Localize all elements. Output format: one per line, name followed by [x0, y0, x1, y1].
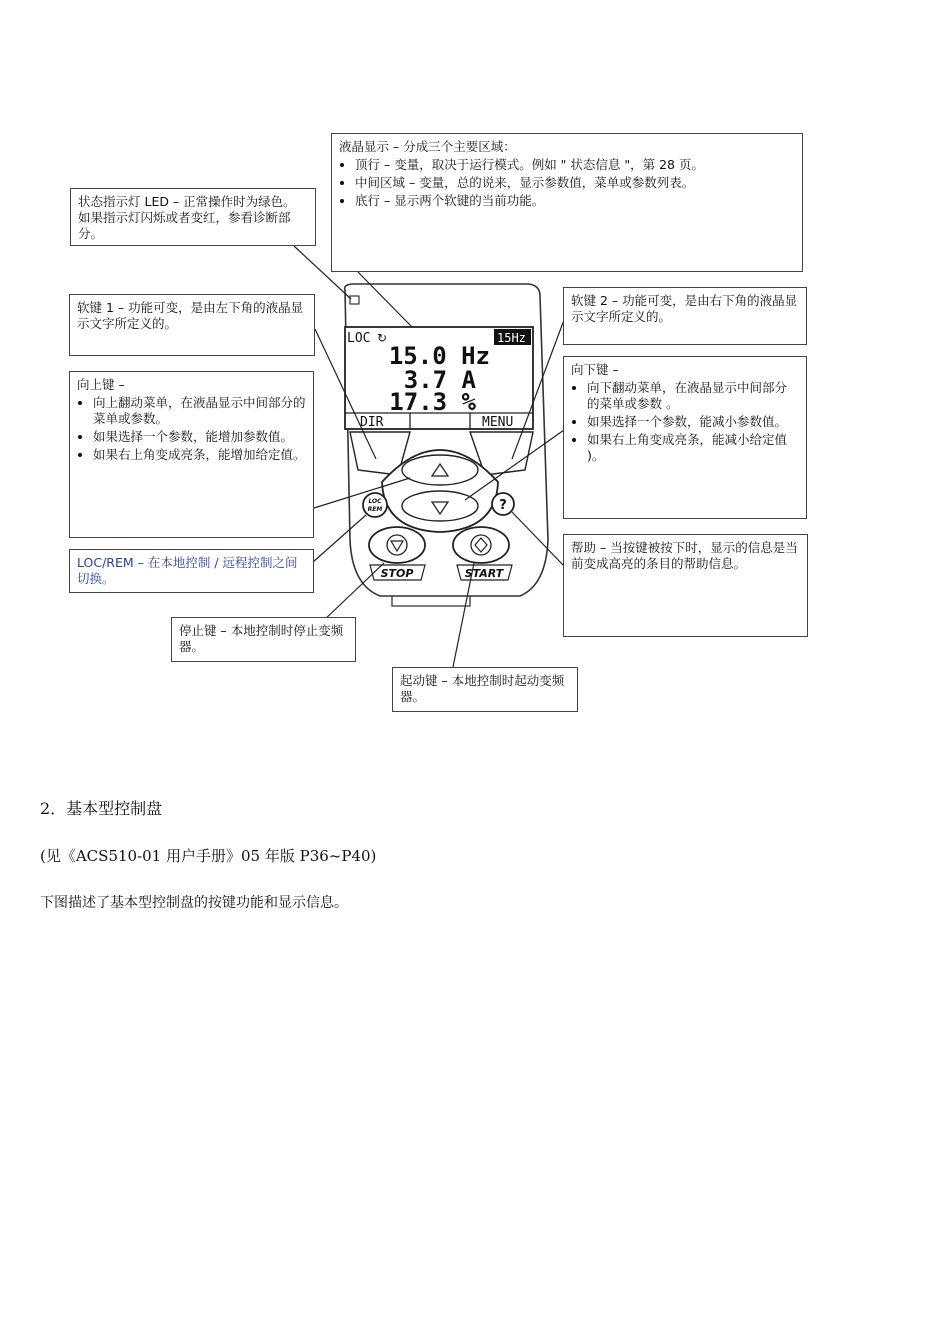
lcd-line-1: 15.0 Hz	[388, 342, 490, 370]
status-led	[350, 296, 359, 304]
stop-label: STOP	[380, 567, 414, 580]
intro-paragraph: 下图描述了基本型控制盘的按键功能和显示信息。	[40, 895, 348, 911]
list-item: • 顶行 – 变量，取决于运行模式。例如 " 状态信息 "，第 28 页。	[355, 157, 795, 173]
callout-stop-text: 停止键 – 本地控制时停止变频器。	[179, 623, 344, 654]
callout-led-text: 状态指示灯 LED – 正常操作时为绿色。如果指示灯闪烁或者变红，参看诊断部分。	[78, 194, 296, 241]
list-item: • 向下翻动菜单，在液晶显示中间部分的菜单或参数 。	[587, 380, 799, 412]
callout-stop	[171, 617, 356, 662]
callout-locrem-key: LOC/REM	[77, 555, 134, 570]
list-item: • 中间区域 – 变量，总的说来，显示参数值，菜单或参数列表。	[355, 175, 795, 191]
down-key-shape	[402, 491, 478, 521]
list-item: • 如果右上角变成亮条，能减小给定值 )。	[587, 432, 799, 464]
callout-start-text: 起动键 – 本地控制时起动变频器。	[400, 673, 565, 704]
help-icon: ?	[499, 498, 507, 513]
list-item: • 底行 – 显示两个软键的当前功能。	[355, 193, 795, 209]
callout-softkey1-text: 软键 1 – 功能可变，是由左下角的液晶显示文字所定义的。	[77, 300, 304, 331]
callout-softkey1	[69, 294, 315, 356]
callout-locrem-desc: – 在本地控制 / 远程控制之间切换。	[77, 555, 298, 586]
callout-softkey2	[563, 287, 807, 345]
callout-help	[563, 534, 808, 637]
list-item: • 如果选择一个参数，能减小参数值。	[587, 414, 799, 430]
callout-up-title: 向上键 –	[77, 377, 125, 392]
start-label: START	[464, 567, 504, 580]
callout-softkey2-text: 软键 2 – 功能可变，是由右下角的液晶显示文字所定义的。	[571, 293, 798, 324]
loc-rem-top: LOC	[368, 498, 382, 505]
lcd-line-3: 17.3 %	[389, 388, 476, 416]
callout-down-list	[571, 380, 799, 464]
section-heading: 2．基本型控制盘	[40, 799, 163, 818]
callout-down-key	[563, 356, 807, 519]
callout-lcd-list	[339, 157, 795, 209]
callout-up-list	[77, 395, 306, 463]
loc-rem-bottom: REM	[367, 506, 383, 513]
loc-rem-key-shape	[363, 493, 387, 517]
list-item: • 向上翻动菜单，在液晶显示中间部分的菜单或参数。	[93, 395, 306, 427]
callout-led	[70, 188, 316, 246]
callout-down-title: 向下键 –	[571, 362, 619, 377]
soft-key-1-label: DIR	[360, 415, 384, 430]
callout-help-text: 帮助 – 当按键被按下时，显示的信息是当前变成高亮的条目的帮助信息。	[571, 540, 798, 571]
lcd-ref-text: 15Hz	[497, 331, 526, 345]
up-key-shape	[402, 455, 478, 485]
callout-start	[392, 667, 578, 712]
list-item: • 如果选择一个参数，能增加参数值。	[93, 429, 306, 445]
callout-lcd	[331, 133, 803, 272]
soft-key-2-label: MENU	[482, 415, 514, 430]
stop-key-shape	[369, 527, 425, 563]
callout-lcd-title: 液晶显示 – 分成三个主要区域：	[339, 139, 516, 154]
panel-bottom-tab	[392, 596, 470, 606]
list-item: • 如果右上角变成亮条，能增加给定值。	[93, 447, 306, 463]
callout-loc-rem	[69, 549, 314, 593]
start-key-shape	[453, 527, 509, 563]
lcd-mode-text: LOC	[347, 331, 371, 346]
rotation-arrow-icon: ↻	[377, 331, 388, 345]
reference-line: (见《ACS510-01 用户手册》05 年版 P36~P40)	[40, 847, 377, 865]
lcd-line-2: 3.7 A	[403, 366, 476, 394]
callout-up-key	[69, 371, 314, 538]
